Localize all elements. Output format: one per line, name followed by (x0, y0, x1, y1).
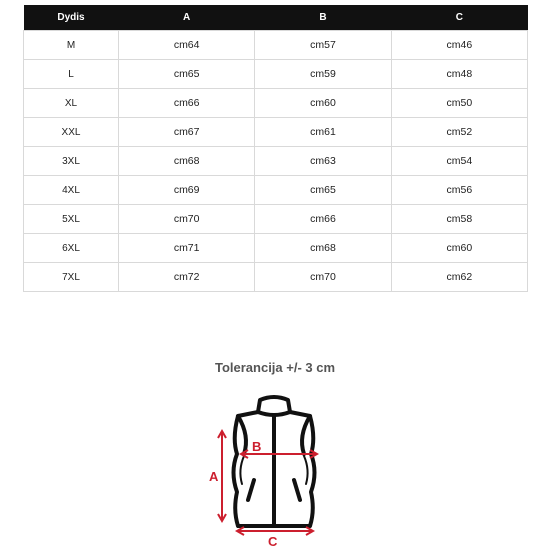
cell-b: cm59 (255, 60, 391, 89)
cell-c: cm52 (391, 118, 527, 147)
cell-a: cm65 (119, 60, 255, 89)
cell-a: cm69 (119, 176, 255, 205)
cell-size: 4XL (24, 176, 119, 205)
table-row (24, 176, 528, 205)
cell-size: 7XL (24, 263, 119, 292)
cell-size: 3XL (24, 147, 119, 176)
header-size: Dydis (24, 5, 119, 31)
label-b: B (252, 439, 262, 454)
table-row (24, 147, 528, 176)
cell-size: L (24, 60, 119, 89)
cell-size: M (24, 31, 119, 60)
header-b: B (255, 5, 391, 31)
table-row (24, 205, 528, 234)
cell-b: cm61 (255, 118, 391, 147)
cell-a: cm67 (119, 118, 255, 147)
cell-b: cm66 (255, 205, 391, 234)
table-header-row (24, 5, 528, 31)
size-chart-table (23, 5, 528, 292)
cell-c: cm54 (391, 147, 527, 176)
table-row (24, 234, 528, 263)
cell-c: cm46 (391, 31, 527, 60)
vest-icon (234, 397, 315, 526)
cell-b: cm70 (255, 263, 391, 292)
cell-c: cm48 (391, 60, 527, 89)
cell-b: cm60 (255, 89, 391, 118)
cell-a: cm66 (119, 89, 255, 118)
cell-c: cm58 (391, 205, 527, 234)
header-c: C (391, 5, 527, 31)
cell-size: XL (24, 89, 119, 118)
table-row (24, 31, 528, 60)
table-row (24, 263, 528, 292)
cell-size: 5XL (24, 205, 119, 234)
cell-a: cm72 (119, 263, 255, 292)
cell-c: cm56 (391, 176, 527, 205)
table-row (24, 89, 528, 118)
cell-size: XXL (24, 118, 119, 147)
header-a: A (119, 5, 255, 31)
cell-c: cm60 (391, 234, 527, 263)
vest-measurement-diagram (200, 388, 330, 548)
cell-a: cm68 (119, 147, 255, 176)
cell-b: cm57 (255, 31, 391, 60)
cell-b: cm63 (255, 147, 391, 176)
tolerance-note: Tolerancija +/- 3 cm (214, 360, 336, 375)
cell-b: cm68 (255, 234, 391, 263)
cell-c: cm50 (391, 89, 527, 118)
measure-a (218, 431, 226, 521)
label-a: A (209, 469, 219, 484)
cell-a: cm70 (119, 205, 255, 234)
cell-b: cm65 (255, 176, 391, 205)
table-row (24, 118, 528, 147)
label-c: C (268, 534, 278, 548)
cell-a: cm64 (119, 31, 255, 60)
cell-size: 6XL (24, 234, 119, 263)
cell-c: cm62 (391, 263, 527, 292)
table-row (24, 60, 528, 89)
cell-a: cm71 (119, 234, 255, 263)
